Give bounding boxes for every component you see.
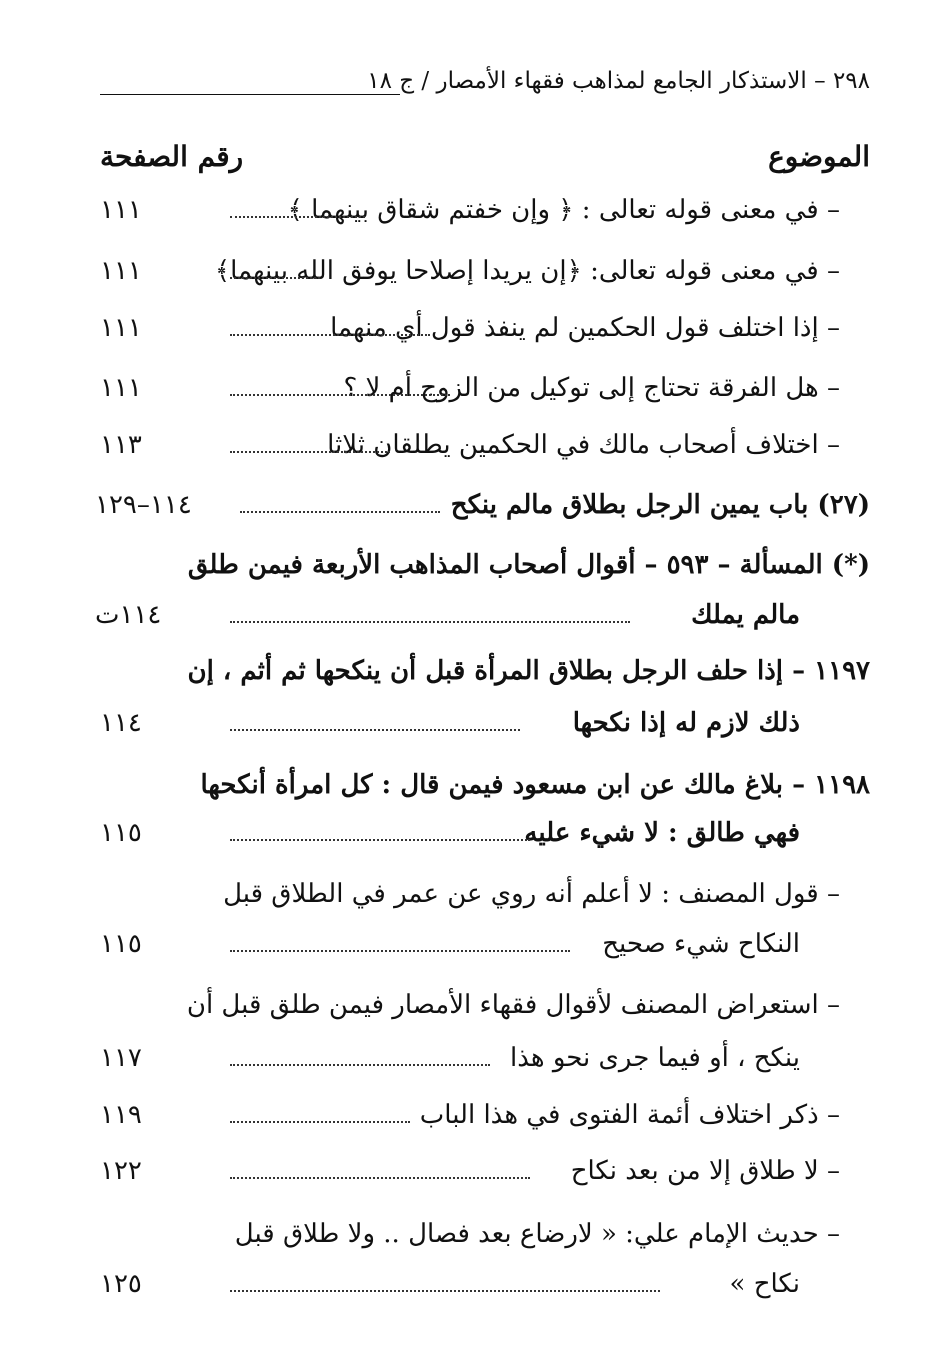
toc-entry (100, 983, 870, 1027)
dot-leader (230, 621, 630, 623)
entry-text: ١١٩٨ – بلاغ مالك عن ابن مسعود فيمن قال : كل امرأة أنكحها (200, 770, 870, 800)
entry-text: ١١٩٧ – إذا حلف الرجل بطلاق المرأة قبل أن ينكحها ثم أثم ، إن (187, 656, 870, 686)
entry-page: ١١٣ (100, 430, 142, 460)
toc-entry (100, 1212, 870, 1256)
entry-text: – استعراض المصنف لأقوال فقهاء الأمصار فيمن طلق قبل أن (186, 990, 840, 1020)
dot-leader (230, 1064, 490, 1066)
entry-text: مالم يملك (691, 600, 800, 630)
entry-text: نكاح » (729, 1269, 800, 1299)
entry-text: – في معنى قوله تعالى: ﴿إن يريدا إصلاحا يوفق الله بينهما﴾ (214, 256, 840, 286)
dot-leader (230, 216, 365, 218)
toc-entry (100, 306, 870, 350)
entry-page: ١١٤ت (95, 600, 162, 630)
entry-page: ١٢٥ (100, 1269, 142, 1299)
entry-page: ١١١ (100, 373, 142, 403)
toc-entry (100, 249, 870, 293)
entry-page: ١١١ (100, 256, 142, 286)
entry-text: ذلك لازم له إذا نكحها (572, 708, 800, 738)
entry-page: ١١٤ (100, 708, 142, 738)
toc-entry-continuation (100, 1262, 870, 1306)
entry-text: ينكح ، أو فيما جرى نحو هذا (509, 1043, 800, 1073)
entry-text: – لا طلاق إلا من بعد نكاح (570, 1156, 840, 1186)
entry-page: ١١١ (100, 195, 142, 225)
toc-entry-continuation (95, 593, 870, 637)
toc-entry (100, 188, 870, 232)
toc-entry (100, 1149, 870, 1193)
dot-leader (230, 839, 530, 841)
running-header: ٢٩٨ – الاستذكار الجامع لمذاهب فقهاء الأمصار / ج ١٨ (367, 68, 870, 94)
entry-text: – حديث الإمام علي: « لارضاع بعد فصال .. ولا طلاق قبل (234, 1219, 840, 1249)
entry-text: – في معنى قوله تعالى : ﴿ وإن خفتم شقاق بينهما ﴾ (287, 195, 840, 225)
dot-leader (230, 451, 390, 453)
entry-page: ١١٥ (100, 818, 142, 848)
dot-leader (230, 729, 520, 731)
entry-text: – إذا اختلف قول الحكمين لم ينفذ قول أي منهما (330, 313, 840, 343)
dot-leader (230, 1290, 660, 1292)
entry-text: – ذكر اختلاف أئمة الفتوى في هذا الباب (419, 1100, 840, 1130)
toc-entry (100, 423, 870, 467)
entry-text: – اختلاف أصحاب مالك في الحكمين يطلقان ثلاثا (327, 430, 840, 460)
toc-entry (100, 649, 870, 693)
header-rule (100, 94, 400, 95)
toc-entry-continuation (100, 1036, 870, 1080)
entry-text: فهي طالق : لا شيء عليه (524, 818, 800, 848)
dot-leader (230, 950, 570, 952)
dot-leader (230, 1121, 410, 1123)
entry-text: (٢٧) باب يمين الرجل بطلاق مالم ينكح (450, 490, 870, 520)
entry-page: ١١٥ (100, 929, 142, 959)
column-heading-page-number: رقم الصفحة (100, 140, 244, 173)
entry-page: ١١٧ (100, 1043, 142, 1073)
dot-leader (230, 334, 430, 336)
entry-page: ١١١ (100, 313, 142, 343)
dot-leader (230, 394, 450, 396)
dot-leader (230, 1177, 530, 1179)
toc-entry (100, 1093, 870, 1137)
toc-entry (100, 872, 870, 916)
toc-entry-continuation (100, 701, 870, 745)
entry-page: ١٢٢ (100, 1156, 142, 1186)
toc-entry-continuation (100, 922, 870, 966)
entry-text: النكاح شيء صحيح (602, 929, 800, 959)
entry-page: ١١٤–١٢٩ (95, 490, 192, 520)
column-heading-topic: الموضوع (768, 140, 870, 173)
dot-leader (230, 277, 320, 279)
entry-text: – قول المصنف : لا أعلم أنه روي عن عمر في الطلاق قبل (223, 879, 840, 909)
toc-entry (100, 763, 870, 807)
entry-text: (*) المسألة – ٥٩٣ – أقوال أصحاب المذاهب الأربعة فيمن طلق (187, 550, 870, 580)
toc-entry-continuation (100, 811, 870, 855)
entry-text: – هل الفرقة تحتاج إلى توكيل من الزوج أم لا ؟ (343, 373, 840, 403)
entry-page: ١١٩ (100, 1100, 142, 1130)
toc-chapter-entry (95, 483, 870, 527)
toc-entry (100, 543, 870, 587)
toc-entry (100, 366, 870, 410)
dot-leader (240, 511, 440, 513)
